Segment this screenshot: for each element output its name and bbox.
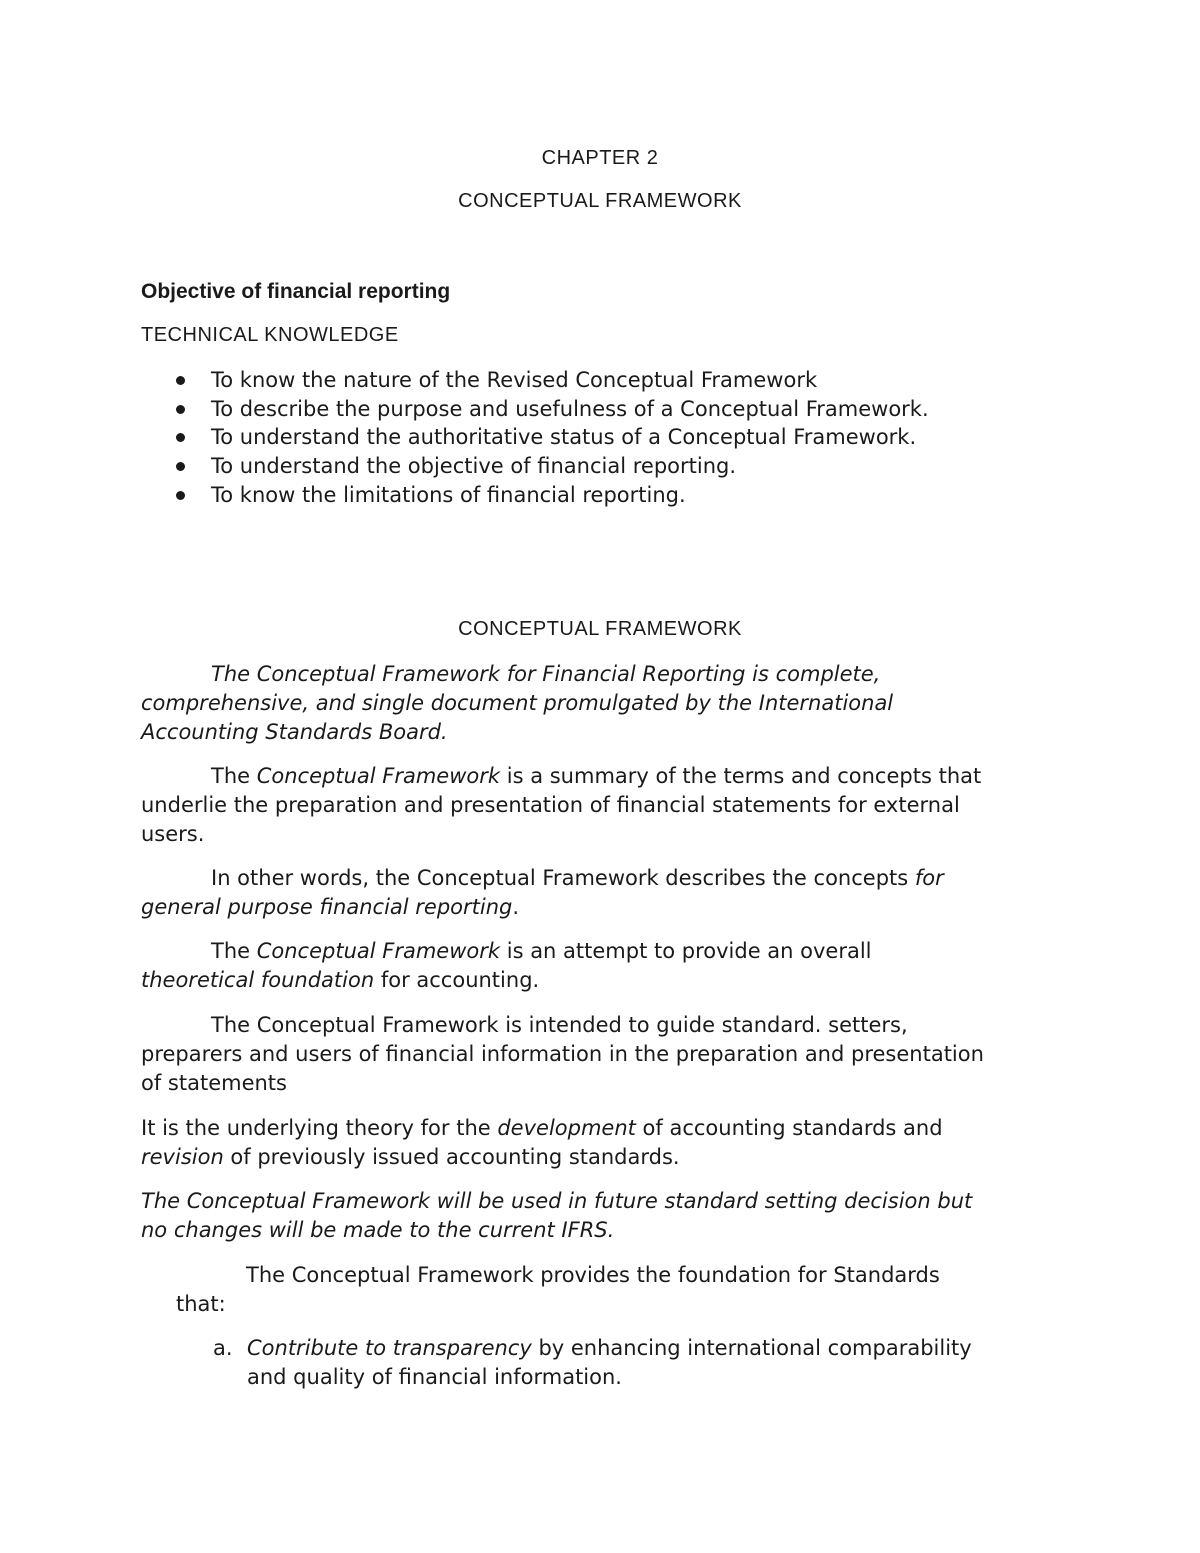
paragraph-definition: The Conceptual Framework for Financial Reporting is complete, comprehensive, and single document promulgated by the International Accounting Standards Board.	[141, 662, 894, 744]
list-item: To know the nature of the Revised Conceptual Framework	[176, 366, 929, 395]
chapter-label: CHAPTER 2	[541, 147, 659, 169]
paragraph-future: The Conceptual Framework will be used in future standard setting decision but no changes will be made to the current IFRS.	[141, 1189, 973, 1242]
objectives-list	[176, 366, 929, 510]
list-marker: a.	[213, 1336, 233, 1360]
bullet-icon	[176, 376, 185, 385]
list-item: To know the limitations of financial reporting.	[176, 481, 929, 510]
list-item: To describe the purpose and usefulness of a Conceptual Framework.	[176, 395, 929, 424]
list-item-a: a. Contribute to transparency by enhancing international comparability and quality of financial information.	[213, 1336, 972, 1389]
bullet-icon	[176, 405, 185, 414]
chapter-title: CONCEPTUAL FRAMEWORK	[458, 190, 742, 212]
bullet-icon	[176, 491, 185, 500]
paragraph-attempt: The Conceptual Framework is an attempt to provide an overall theoretical foundation for accounting.	[141, 939, 872, 992]
paragraph-other-words: In other words, the Conceptual Framework describes the concepts for general purpose financial reporting.	[141, 866, 944, 919]
framework-heading: CONCEPTUAL FRAMEWORK	[458, 618, 742, 640]
bullet-icon	[176, 462, 185, 471]
section-title: Objective of financial reporting	[141, 280, 451, 303]
paragraph-summary: The Conceptual Framework is a summary of the terms and concepts that underlie the preparation and presentation of financial statements for external users.	[141, 764, 982, 846]
paragraph-theory: It is the underlying theory for the development of accounting standards and revision of previously issued accounting standards.	[141, 1116, 943, 1169]
subsection-title: TECHNICAL KNOWLEDGE	[141, 324, 399, 346]
bullet-icon	[176, 433, 185, 442]
list-item: To understand the authoritative status of a Conceptual Framework.	[176, 423, 929, 452]
paragraph-intended: The Conceptual Framework is intended to guide standard. setters, preparers and users of financial information in the preparation and presentation of statements	[141, 1013, 984, 1095]
list-item: To understand the objective of financial reporting.	[176, 452, 929, 481]
paragraph-foundation: The Conceptual Framework provides the foundation for Standards that:	[176, 1263, 940, 1316]
